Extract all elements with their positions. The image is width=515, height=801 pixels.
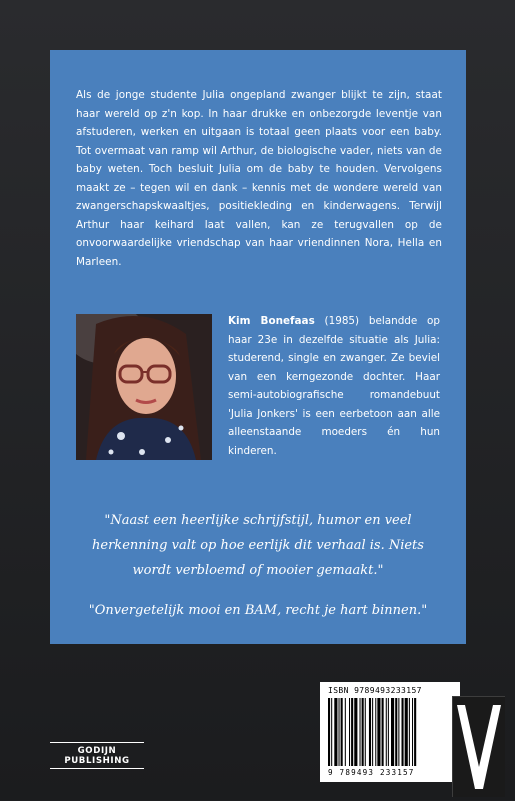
author-photo [76,314,212,460]
review-quote-1: "Naast een heerlijke schrijfstijl, humor en veel herkenning valt op hoe eerlijk dit verhaal is. Niets wordt verbloemd of mooier gemaakt." [92,513,424,578]
watermark-badge [452,696,505,797]
publisher-logo: GODIJN PUBLISHING [50,742,144,769]
review-quote-2: "Onvergetelijk mooi en BAM, recht je hart binnen." [88,603,428,618]
barcode-bars [328,698,452,766]
isbn-digits: 9 789493 233157 [328,768,415,777]
author-bio-text: (1985) belandde op haar 23e in dezelfde situatie als Julia: studerend, single en zwanger. Ze beviel van een kerngezonde dochter. Haar semi-autobiografische romandebuut 'Julia Jonkers' is een eerbetoon aan alle alleenstaande moeders én hun kinderen. [228,315,440,457]
author-bio [228,312,440,460]
author-name: Kim Bonefaas [228,315,315,327]
isbn-label: ISBN 9789493233157 [328,686,422,695]
blurb-text: Als de jonge studente Julia ongepland zwanger blijkt te zijn, staat haar wereld op z'n kop. In haar drukke en onbezorgde leventje van afstuderen, werken en uitgaan is totaal geen plaats voor een baby. Tot overmaat van ramp wil Arthur, de biologische vader, niets van de baby weten. Toch besluit Julia om de baby te houden. Vervolgens maakt ze – tegen wil en dank – kennis met de wondere wereld van zwangerschapskwaaltjes, positiekleding en kinderwagens. Terwijl Arthur haar keihard laat vallen, kan ze terugvallen op de onvoorwaardelijke vriendschap van haar vriendinnen Nora, Hella en Marleen. [76,89,442,268]
barcode [320,682,460,782]
blurb-panel [50,50,466,644]
